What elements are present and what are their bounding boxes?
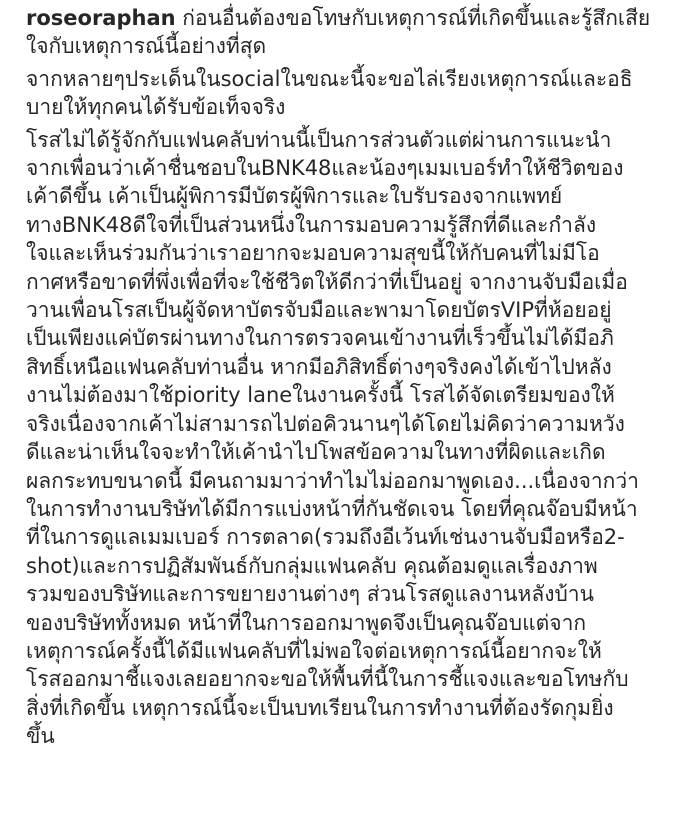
caption-line: ที่ในการดูแลเมมเบอร์ การตลาด(รวมถึงอีเว้นท์เช่นงานจับมือหรือ2- — [26, 525, 625, 550]
caption-line: shot)และการปฏิสัมพันธ์กับกลุ่มแฟนคลับ คุณต้อมดูแลเรื่องภาพ — [26, 553, 598, 578]
caption-line: ใจกับเหตุการณ์นี้อย่างที่สุด — [26, 34, 267, 59]
caption-line: สิทธิ์เหนือแฟนคลับท่านอื่น หากมีอภิสิทธิ์ต่างๆจริงคงได้เข้าไปหลัง — [26, 354, 612, 379]
caption-line: กาศหรือขาดที่พึ่งเพื่อที่จะใช้ชีวิตให้ดีกว่าที่เป็นอยู่ จากงานจับมือเมื่อ — [26, 269, 628, 294]
caption-line — [26, 4, 686, 32]
caption-line: เค้าดีขึ้น เค้าเป็นผู้พิการมีบัตรผู้พิการและใบรับรองจากแพทย์ — [26, 184, 563, 209]
caption-line: เป็นเพียงแค่บัตรผ่านทางในการตรวจคนเข้างานที่เร็วขึ้นไม่ได้มีอภิ — [26, 326, 614, 351]
caption-paragraph-2 — [26, 65, 686, 122]
caption-line: ขึ้น — [26, 724, 55, 749]
caption-line: จากเพื่อนว่าเค้าชื่นชอบในBNK48และน้องๆเมมเบอร์ทำให้ชีวิตของ — [26, 156, 624, 181]
caption-line: ในการทำงานบริษัทได้มีการแบ่งหน้าที่กันชัดเจน โดยที่คุณจ๊อบมีหน้า — [26, 496, 638, 521]
caption-line: จากหลายๆประเด็นในsocialในขณะนี้จะขอไล่เรียงเหตุการณ์และอธิ — [26, 66, 633, 91]
caption-text: ก่อนอื่นต้องขอโทษกับเหตุการณ์ที่เกิดขึ้นและรู้สึกเสีย — [175, 6, 651, 30]
caption-paragraph-1 — [26, 4, 686, 61]
caption-line: โรสออกมาชี้แจงเลยอยากจะขอให้พื้นที่นี้ในการชี้แจงและขอโทษกับ — [26, 667, 629, 692]
caption-line: ของบริษัททั้งหมด หน้าที่ในการออกมาพูดจึงเป็นคุณจ๊อบแต่จาก — [26, 610, 587, 635]
caption-paragraph-3 — [26, 126, 686, 751]
caption-line: ดีและน่าเห็นใจจะทำให้เค้านำไปโพสข้อความในทางที่ผิดและเกิด — [26, 440, 606, 465]
caption-line: รวมของบริษัทและการขยายงานต่างๆ ส่วนโรสดูแลงานหลังบ้าน — [26, 582, 594, 607]
caption-line: ผลกระทบขนาดนี้ มีคนถามมาว่าทำไมไม่ออกมาพูดเอง...เนื่องจากว่า — [26, 468, 639, 493]
post-caption — [26, 4, 686, 755]
username-link[interactable]: roseoraphan — [26, 6, 176, 30]
caption-line: เหตุการณ์ครั้งนี้ได้มีแฟนคลับที่ไม่พอใจต่อเหตุการณ์นี้อยากจะให้ — [26, 638, 602, 663]
caption-line: ทางBNK48ดีใจที่เป็นส่วนหนึ่งในการมอบความรู้สึกที่ดีและกำลัง — [26, 212, 597, 237]
caption-line: สิ่งที่เกิดขึ้น เหตุการณ์นี้จะเป็นบทเรียนในการทำงานที่ต้องรัดกุมยิ่ง — [26, 695, 614, 720]
caption-line: วานเพื่อนโรสเป็นผู้จัดหาบัตรจับมือและพามาโดยบัตรVIPที่ห้อยอยู่ — [26, 298, 612, 323]
caption-line: ใจและเห็นร่วมกันว่าเราอยากจะมอบความสุขนี้ให้กับคนที่ไม่มีโอ — [26, 241, 600, 266]
caption-line: โรสไม่ได้รู้จักกับแฟนคลับท่านนี้เป็นการส่วนตัวแต่ผ่านการแนะนำ — [26, 127, 612, 152]
caption-line: จริงเนื่องจากเค้าไม่สามารถไปต่อคิวนานๆได้โดยไม่คิดว่าความหวัง — [26, 411, 625, 436]
caption-line: งานไม่ต้องมาใช้piority laneในงานครั้งนี้ โรสได้จัดเตรียมของให้ — [26, 383, 615, 408]
caption-line: บายให้ทุกคนได้รับข้อเท็จจริง — [26, 95, 286, 120]
